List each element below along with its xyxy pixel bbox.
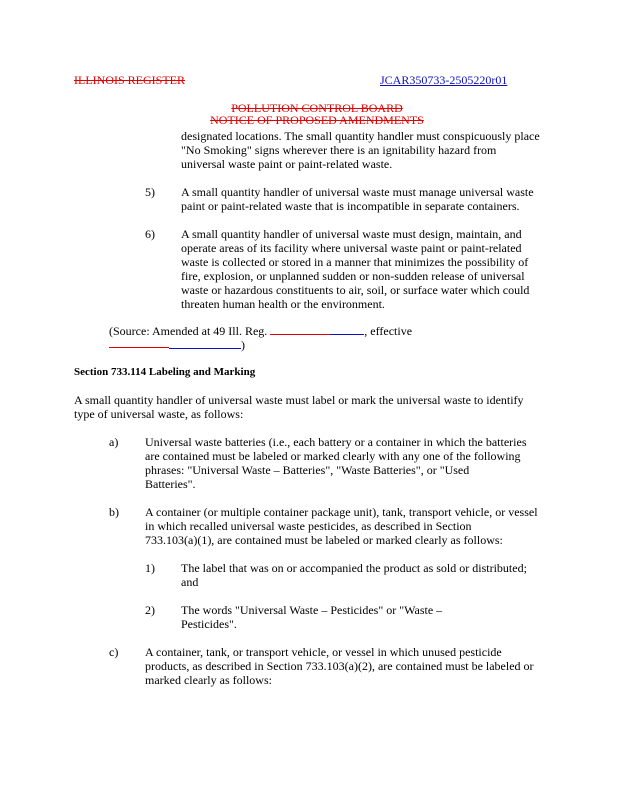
intro-line-1: designated locations. The small quantity handler must conspicuously place: [181, 129, 540, 143]
sub-a-line-3: phrases: "Universal Waste – Batteries", "Waste Batteries", or "Used: [145, 463, 470, 477]
notice-title: NOTICE OF PROPOSED AMENDMENTS: [210, 113, 424, 127]
section-intro-line-2: type of universal waste, as follows:: [74, 407, 244, 421]
subsection-letter: c): [109, 645, 119, 659]
item-number: 1): [145, 561, 155, 575]
register-title: ILLINOIS REGISTER: [74, 73, 185, 87]
subsection-letter: b): [109, 505, 119, 519]
item-5-line-2: paint or paint-related waste that is incompatible in separate containers.: [181, 199, 520, 213]
item-6-line-1: A small quantity handler of universal waste must design, maintain, and: [181, 227, 522, 241]
inserted-blank: [330, 324, 364, 335]
item-number: 2): [145, 603, 155, 617]
item-number: 5): [145, 185, 155, 199]
inserted-date-rule: [169, 348, 241, 349]
source-close: ): [241, 338, 245, 352]
item-6-line-6: threaten human health or the environment.: [181, 297, 385, 311]
deleted-date-rule: [109, 347, 169, 348]
sub-c-line-1: A container, tank, or transport vehicle, or vessel in which unused pesticide: [145, 645, 502, 659]
sub-b-line-2: in which recalled universal waste pesticides, as described in Section: [145, 519, 472, 533]
source-text: (Source: Amended at 49 Ill. Reg.: [109, 324, 271, 338]
sub-a-line-2: are contained must be labeled or marked clearly with any one of the following: [145, 449, 521, 463]
sub-a-line-1: Universal waste batteries (i.e., each battery or a container in which the batteries: [145, 435, 527, 449]
item-6-line-3: waste is collected or stored in a manner that minimizes the possibility of: [181, 255, 529, 269]
b1-line-1: The label that was on or accompanied the product as sold or distributed;: [181, 561, 527, 575]
source-note: [109, 324, 412, 338]
b1-line-2: and: [181, 575, 199, 589]
b2-line-1: The words "Universal Waste – Pesticides" or "Waste –: [181, 603, 443, 617]
item-6-line-5: waste or hazardous constituents to air, soil, or surface water which could: [181, 283, 530, 297]
section-intro-line-1: A small quantity handler of universal waste must label or mark the universal waste to identify: [74, 393, 524, 407]
jcar-id: JCAR350733-2505220r01: [380, 73, 508, 87]
sub-b-line-3: 733.103(a)(1), are contained must be labeled or marked clearly as follows:: [145, 533, 503, 547]
item-6-line-4: fire, explosion, or unplanned sudden or non-sudden release of universal: [181, 269, 525, 283]
item-number: 6): [145, 227, 155, 241]
sub-a-line-4: Batteries".: [145, 477, 196, 491]
intro-line-2: "No Smoking" signs wherever there is an ignitability hazard from: [181, 143, 497, 157]
item-6-line-2: operate areas of its facility where universal waste paint or paint-related: [181, 241, 522, 255]
sub-b-line-1: A container (or multiple container package unit), tank, transport vehicle, or vessel: [145, 505, 538, 519]
b2-line-2: Pesticides".: [181, 617, 237, 631]
item-5-line-1: A small quantity handler of universal waste must manage universal waste: [181, 185, 534, 199]
intro-line-3: universal waste paint or paint-related waste.: [181, 157, 393, 171]
section-title: Section 733.114 Labeling and Marking: [74, 366, 256, 378]
sub-c-line-3: marked clearly as follows:: [145, 673, 272, 687]
sub-c-line-2: products, as described in Section 733.103(a)(2), are contained must be labeled or: [145, 659, 534, 673]
agency-name: POLLUTION CONTROL BOARD: [231, 101, 403, 115]
source-effective: , effective: [364, 324, 413, 338]
subsection-letter: a): [109, 435, 119, 449]
deleted-blank: [270, 324, 330, 335]
